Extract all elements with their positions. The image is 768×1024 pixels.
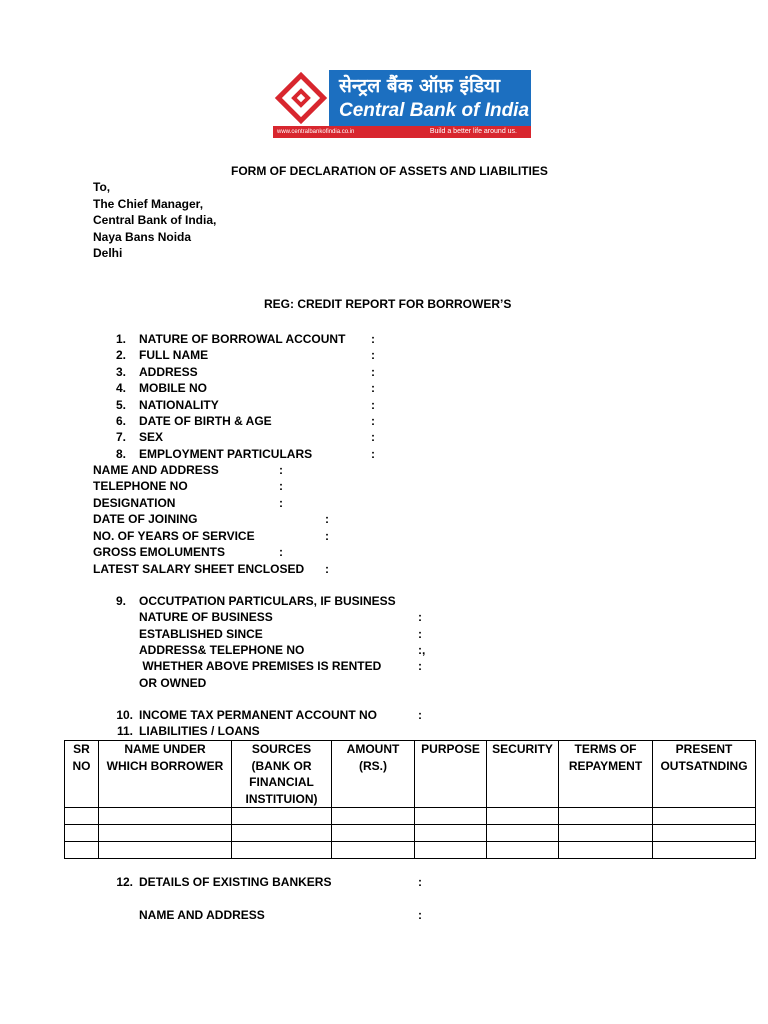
bank-logo <box>273 70 531 138</box>
header-line: PURPOSE <box>421 742 480 756</box>
table-cell[interactable] <box>487 842 559 859</box>
table-cell[interactable] <box>65 808 99 825</box>
table-cell[interactable] <box>332 842 415 859</box>
table-header-row <box>65 741 756 808</box>
field-colon: : <box>279 463 283 477</box>
table-cell[interactable] <box>65 842 99 859</box>
address-line: Central Bank of India, <box>93 213 217 227</box>
field-label: OR OWNED <box>139 676 207 690</box>
table-cell[interactable] <box>232 808 332 825</box>
item-colon: : <box>371 414 375 428</box>
item-colon: : <box>371 332 375 346</box>
logo-hindi-name: सेन्ट्रल बैंक ऑफ़ इंडिया <box>339 75 500 97</box>
field-colon: : <box>279 496 283 510</box>
column-header <box>653 741 756 808</box>
header-line: (BANK OR <box>251 758 312 773</box>
column-header <box>232 741 332 808</box>
table-cell[interactable] <box>232 825 332 842</box>
header-line: (RS.) <box>359 758 387 773</box>
address-line: The Chief Manager, <box>93 197 204 211</box>
item-label: DATE OF BIRTH & AGE <box>139 414 272 428</box>
header-line: AMOUNT <box>346 742 400 756</box>
table-cell[interactable] <box>232 842 332 859</box>
table-cell[interactable] <box>559 808 653 825</box>
header-line: INSTITUION) <box>245 791 318 806</box>
table-cell[interactable] <box>653 842 756 859</box>
item-number: 6. <box>115 414 126 428</box>
field-colon: : <box>418 627 422 641</box>
item-label: SEX <box>139 430 164 444</box>
header-line: REPAYMENT <box>568 758 643 773</box>
field-colon: : <box>418 610 422 624</box>
item-colon: : <box>371 348 375 362</box>
item-number: 7. <box>115 430 126 444</box>
column-header <box>99 741 232 808</box>
item-number: 3. <box>115 365 126 379</box>
liabilities-table <box>64 740 756 859</box>
field-label: NATURE OF BUSINESS <box>139 610 273 624</box>
reg-line: REG: CREDIT REPORT FOR BORROWER’S <box>264 297 512 311</box>
form-title: FORM OF DECLARATION OF ASSETS AND LIABILITIES <box>231 164 548 178</box>
header-line: SR <box>73 742 90 756</box>
column-header <box>65 741 99 808</box>
table-cell[interactable] <box>99 808 232 825</box>
item-label: LIABILITIES / LOANS <box>139 724 260 738</box>
item-number: 12. <box>116 875 133 889</box>
header-line: SECURITY <box>492 742 553 756</box>
table-cell[interactable] <box>487 825 559 842</box>
table-row <box>65 808 756 825</box>
table-cell[interactable] <box>65 825 99 842</box>
field-label: ESTABLISHED SINCE <box>139 627 263 641</box>
item-colon: : <box>371 381 375 395</box>
item-number: 2. <box>115 348 126 362</box>
item-label: FULL NAME <box>139 348 209 362</box>
field-colon: : <box>279 545 283 559</box>
item-number: 9. <box>115 594 126 608</box>
item-label: EMPLOYMENT PARTICULARS <box>139 447 313 461</box>
table-cell[interactable] <box>99 842 232 859</box>
item-label: NAME AND ADDRESS <box>139 908 265 922</box>
item-colon: : <box>371 430 375 444</box>
item-number: 10. <box>116 708 133 722</box>
logo-english-name: Central Bank of India <box>339 100 530 121</box>
header-line: FINANCIAL <box>249 775 314 789</box>
column-header <box>332 741 415 808</box>
item-colon: : <box>371 365 375 379</box>
table-cell[interactable] <box>653 808 756 825</box>
field-colon: : <box>418 659 422 673</box>
table-cell[interactable] <box>332 825 415 842</box>
field-colon: : <box>279 479 283 493</box>
field-colon: : <box>325 529 329 543</box>
column-header <box>559 741 653 808</box>
item-label: DETAILS OF EXISTING BANKERS <box>139 875 332 889</box>
item-colon: : <box>371 398 375 412</box>
header-line: WHICH BORROWER <box>106 758 224 773</box>
field-label: ADDRESS& TELEPHONE NO <box>139 643 305 657</box>
item-colon: : <box>418 908 422 922</box>
item-colon: : <box>371 447 375 461</box>
field-label: TELEPHONE NO <box>93 479 188 493</box>
field-label: LATEST SALARY SHEET ENCLOSED <box>93 562 305 576</box>
table-cell[interactable] <box>559 825 653 842</box>
column-header <box>487 741 559 808</box>
field-label: NAME AND ADDRESS <box>93 463 219 477</box>
header-line: OUTSATNDING <box>660 758 748 773</box>
address-line: Naya Bans Noida <box>93 230 192 244</box>
table-cell[interactable] <box>653 825 756 842</box>
table-cell[interactable] <box>415 808 487 825</box>
logo-url: www.centralbankofindia.co.in <box>277 129 355 135</box>
address-line: To, <box>93 180 111 194</box>
table-cell[interactable] <box>415 842 487 859</box>
table-cell[interactable] <box>332 808 415 825</box>
table-cell[interactable] <box>487 808 559 825</box>
table-cell[interactable] <box>559 842 653 859</box>
field-label: DATE OF JOINING <box>93 512 198 526</box>
table-cell[interactable] <box>99 825 232 842</box>
item-colon: : <box>418 875 422 889</box>
header-line: SOURCES <box>251 742 312 756</box>
field-colon: : <box>325 562 329 576</box>
item-label: ADDRESS <box>139 365 198 379</box>
column-header <box>415 741 487 808</box>
item-number: 11. <box>116 724 133 738</box>
header-line: PRESENT <box>675 742 733 756</box>
item-colon: : <box>418 708 422 722</box>
header-line: NO <box>72 758 91 773</box>
field-label: WHETHER ABOVE PREMISES IS RENTED <box>139 659 382 673</box>
occupation-heading: OCCUTPATION PARTICULARS, IF BUSINESS <box>139 594 396 608</box>
logo-emblem-icon <box>273 70 329 126</box>
field-label: DESIGNATION <box>93 496 176 510</box>
header-line: NAME UNDER <box>124 742 206 756</box>
item-label: MOBILE NO <box>139 381 207 395</box>
header-line: TERMS OF <box>574 742 637 756</box>
logo-tagline: Build a better life around us. <box>429 128 517 135</box>
table-cell[interactable] <box>415 825 487 842</box>
field-colon: :, <box>418 643 426 657</box>
table-row <box>65 825 756 842</box>
item-label: NATURE OF BORROWAL ACCOUNT <box>139 332 346 346</box>
item-number: 1. <box>115 332 126 346</box>
item-number: 5. <box>115 398 126 412</box>
item-number: 8. <box>115 447 126 461</box>
item-label: INCOME TAX PERMANENT ACCOUNT NO <box>139 708 377 722</box>
table-row <box>65 842 756 859</box>
field-colon: : <box>325 512 329 526</box>
item-number: 4. <box>115 381 126 395</box>
field-label: GROSS EMOLUMENTS <box>93 545 226 559</box>
item-label: NATIONALITY <box>139 398 219 412</box>
address-line: Delhi <box>93 246 123 260</box>
field-label: NO. OF YEARS OF SERVICE <box>93 529 255 543</box>
